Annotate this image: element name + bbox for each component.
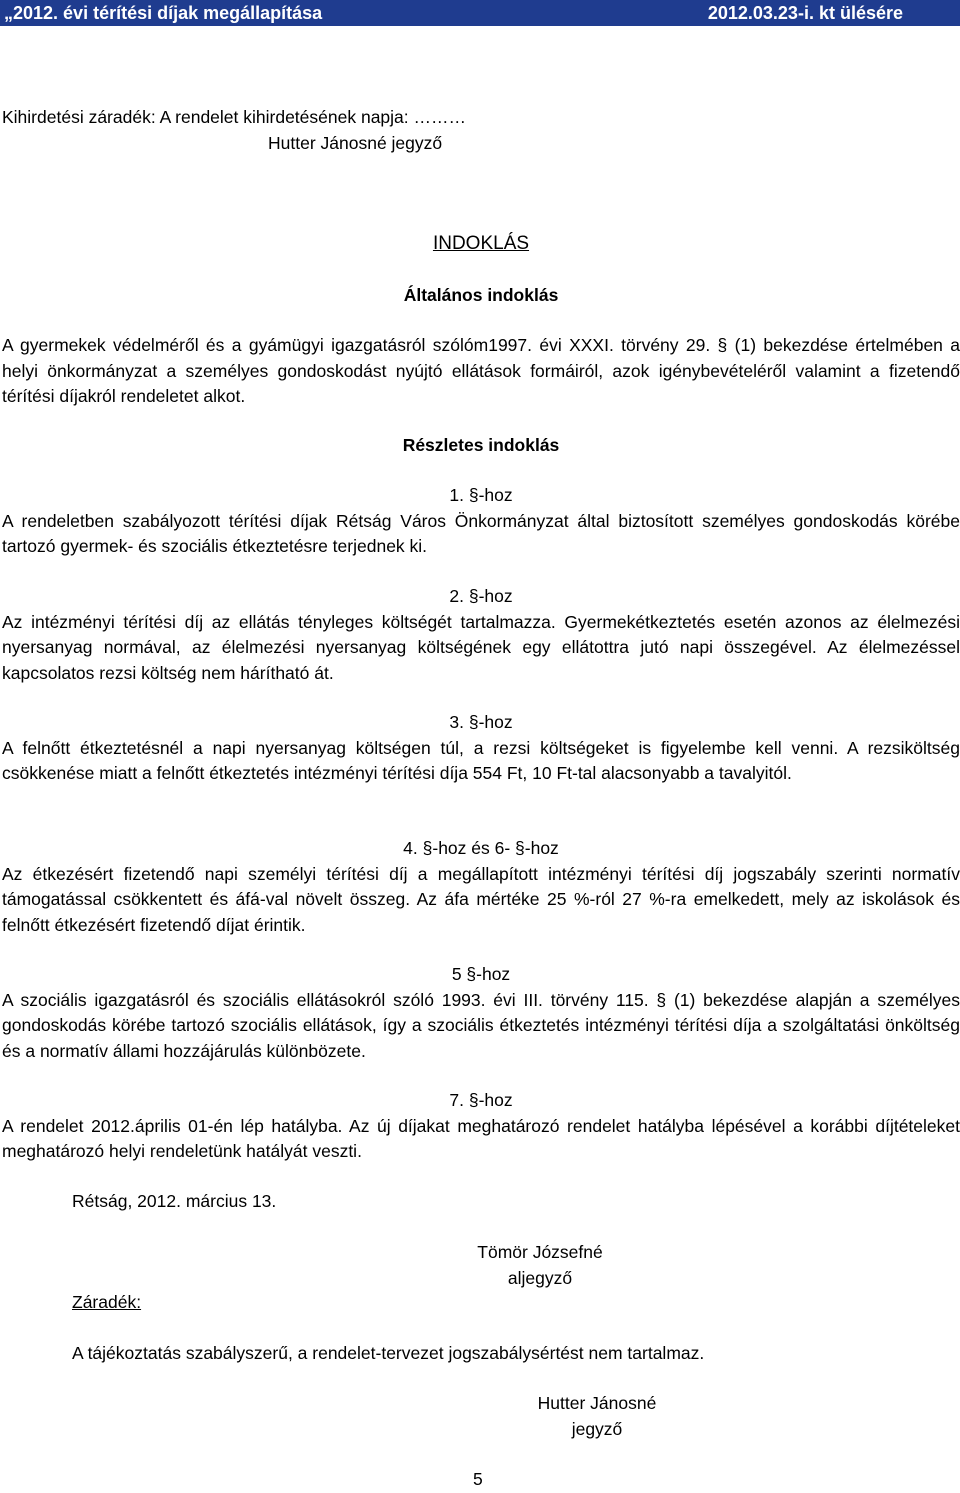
general-heading: Általános indoklás [403, 285, 559, 305]
section-item-text: A szociális igazgatásról és szociális ellátásokról szóló 1993. évi III. törvény 115. § (1) bekezdése alapján a személyes gondoskodás körébe tartozó szociális ellátások, így a szociális étkeztetés intézményi térítési díja a szolgáltatási önköltség és a normatív állami hozzájárulás különbözete. [2, 989, 960, 1061]
section-item-3 [2, 710, 960, 787]
header-title: „2012. évi térítési díjak megállapítása [4, 3, 323, 23]
section-item-text: A rendelet 2012.április 01-én lép hatályba. Az új díjakat meghatározó rendelet hatályba lépésével a korábbi díjtételeket meghatározó helyi rendeletünk hatályát veszti. [2, 1115, 960, 1161]
signer-name: Hutter Jánosné [537, 1393, 657, 1413]
place-date: Rétság, 2012. március 13. [72, 1191, 277, 1211]
signature-block-2 [497, 1391, 697, 1442]
section-item-1 [2, 483, 960, 560]
section-item-title: 3. §-hoz [449, 712, 513, 732]
document-header [0, 0, 960, 26]
section-item-7 [2, 1088, 960, 1165]
section-item-4-6 [2, 836, 960, 938]
section-title: INDOKLÁS [432, 233, 530, 254]
page-number: 5 [473, 1469, 483, 1489]
detailed-heading: Részletes indoklás [402, 435, 560, 455]
section-item-5 [2, 962, 960, 1064]
clause-text: A tájékoztatás szabályszerű, a rendelet-tervezet jogszabálysértést nem tartalmaz. [72, 1343, 705, 1363]
general-text: A gyermekek védelméről és a gyámügyi igazgatásról szólóm1997. évi XXXI. törvény 29. § (1) bekezdése értelmében a helyi önkormányzat a személyes gondoskodást nyújtó ellátások formáiról, azok igénybevételéről valamint a fizetendő térítési díjakról rendeletet alkot. [2, 335, 960, 406]
announcement-signer: Hutter Jánosné jegyző [268, 133, 443, 153]
section-item-title: 1. §-hoz [449, 485, 513, 505]
header-meeting: 2012.03.23-i. kt ülésére [707, 3, 903, 23]
section-item-text: A rendeletben szabályozott térítési díjak Rétság Város Önkormányzat által biztosított személyes gondoskodás körébe tartozó gyermek- és szociális étkeztetésre terjednek ki. [2, 510, 960, 556]
section-item-title: 7. §-hoz [449, 1090, 513, 1110]
section-item-text: Az étkezésért fizetendő napi személyi térítési díj a megállapított intézményi térítési díj jogszabály szerinti normatív támogatással csökkentett és áfá-val növelt összeg. Az áfa mértéke 25 %-ról 27 %-ra emelkedett, mely az iskolások és felnőtt étkezésért fizetendő díjat érintik. [2, 863, 960, 935]
section-item-title: 4. §-hoz és 6- §-hoz [403, 838, 559, 858]
announcement-line: Kihirdetési záradék: A rendelet kihirdetésének napja: ……… [2, 107, 467, 127]
section-item-title: 2. §-hoz [449, 586, 513, 606]
signer-title: aljegyző [507, 1267, 573, 1288]
signer-name: Tömör Józsefné [477, 1242, 603, 1262]
section-item-text: Az intézményi térítési díj az ellátás tényleges költségét tartalmazza. Gyermekétkeztetés esetén azonos az élelmezési nyersanyag normával, az élelmezési nyersanyag költségének egy ellátottra jutó napi összegével. Az élelmezéssel kapcsolatos rezsi költség nem hárítható át. [2, 611, 960, 683]
section-item-title: 5 §-hoz [451, 964, 511, 984]
section-item-2 [2, 584, 960, 686]
clause-label: Záradék: [72, 1292, 142, 1312]
signer-title: jegyző [571, 1418, 623, 1439]
section-item-text: A felnőtt étkeztetésnél a napi nyersanyag költségen túl, a rezsi költségeket is figyelembe kell venni. A rezsiköltség csökkenése miatt a felnőtt étkeztetés intézményi térítési díja 554 Ft, 10 Ft-tal alacsonyabb a tavalyitól. [2, 737, 960, 783]
signature-block-1 [440, 1240, 640, 1291]
